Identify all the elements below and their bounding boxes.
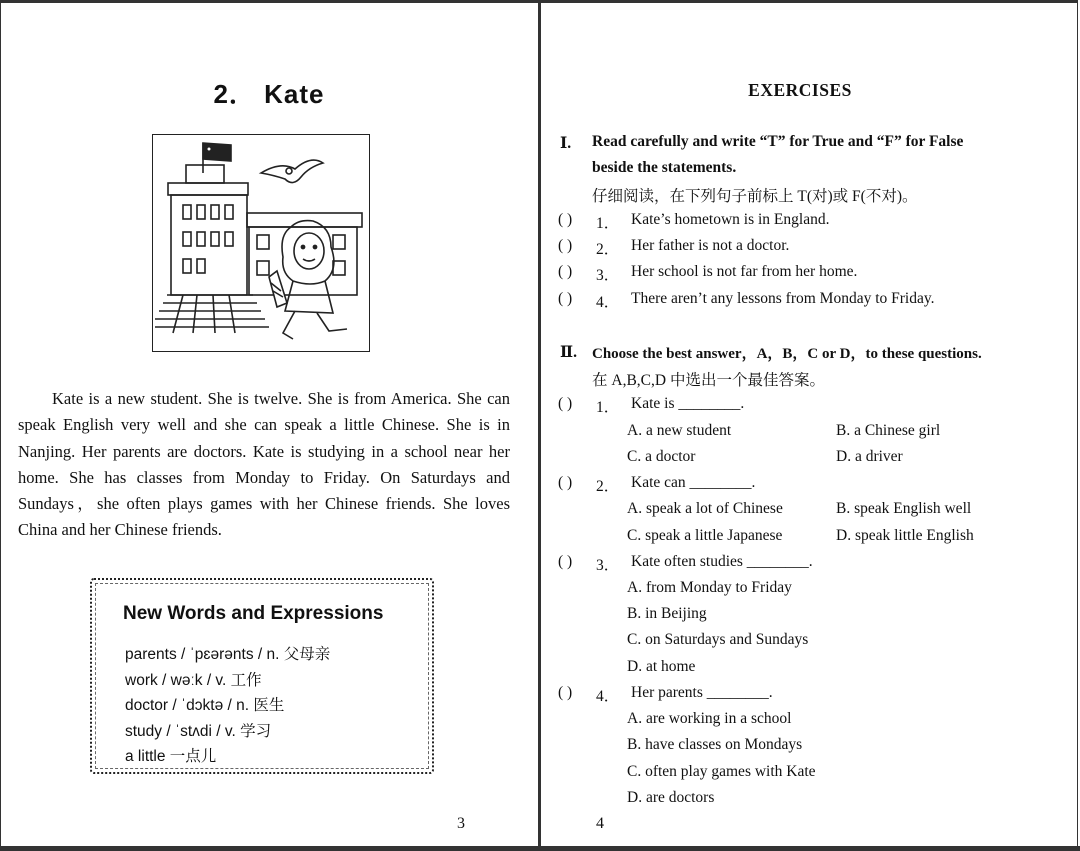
question-stem: Kate can ________. (631, 474, 756, 491)
option: D. speak little English (836, 527, 974, 544)
question-stem: Her parents ________. (631, 684, 773, 701)
item-number: 3． (596, 267, 620, 284)
option: D. are doctors (627, 789, 715, 806)
answer-blank[interactable]: ( ) (558, 263, 573, 280)
exercises-title: EXERCISES (748, 80, 852, 100)
section1-instruction-cn: 仔细阅读，在下列句子前标上 T(对)或 F(不对)。 (592, 188, 918, 205)
page-number-left: 3 (457, 815, 465, 832)
vocab-item: work / wəːk / v. 工作 (125, 671, 262, 689)
vocab-title: New Words and Expressions (123, 603, 384, 624)
option: B. a Chinese girl (836, 422, 941, 439)
section2-numeral: Ⅱ. (560, 344, 577, 361)
vocab-item: a little 一点儿 (125, 748, 217, 765)
school-girl-drawing (153, 135, 368, 350)
vocab-box (90, 578, 434, 774)
option: D. at home (627, 658, 696, 675)
page-divider (538, 0, 541, 851)
section1-numeral: Ⅰ. (560, 135, 572, 152)
answer-blank[interactable]: ( ) (558, 474, 573, 491)
item-number: 2． (596, 478, 620, 495)
vocab-item: study / ˈstʌdi / v. 学习 (125, 722, 272, 740)
section2-instruction: Choose the best answer，A，B，C or D，to these questions. (592, 346, 982, 362)
answer-blank[interactable]: ( ) (558, 237, 573, 254)
answer-blank[interactable]: ( ) (558, 395, 573, 412)
tf-statement: Her school is not far from her home. (631, 263, 858, 280)
option: C. speak a little Japanese (627, 527, 783, 544)
page-number-right: 4 (596, 815, 604, 832)
option: B. have classes on Mondays (627, 736, 803, 753)
tf-statement: Her father is not a doctor. (631, 237, 790, 254)
option: B. in Beijing (627, 605, 707, 622)
option: B. speak English well (836, 500, 972, 517)
item-number: 4． (596, 294, 620, 311)
story-paragraph: Kate is a new student. She is twelve. She is from America. She can speak English very well and she can speak a little Chinese. She is in Nanjing. Her parents are doctors. Kate is studying in a school near her home. She has classes from Monday to Friday. On Saturdays and Sundays，she often plays games with her Chinese friends. She loves China and her Chinese friends. (18, 389, 510, 540)
lesson-illustration (152, 134, 370, 352)
option: D. a driver (836, 448, 903, 465)
section1-instruction-line1: Read carefully and write “T” for True and “F” for False (592, 133, 964, 150)
option: A. a new student (627, 422, 732, 439)
item-number: 1． (596, 215, 620, 232)
answer-blank[interactable]: ( ) (558, 684, 573, 701)
question-stem: Kate often studies ________. (631, 553, 813, 570)
lesson-title: 2． Kate (213, 79, 325, 109)
tf-statement: There aren’t any lessons from Monday to Friday. (631, 290, 935, 307)
vocab-item: parents / ˈpɛərənts / n. 父母亲 (125, 646, 331, 663)
section1-instruction-line2: beside the statements. (592, 159, 737, 176)
option: A. are working in a school (627, 710, 792, 727)
section2-instruction-cn: 在 A,B,C,D 中选出一个最佳答案。 (592, 372, 825, 389)
item-number: 1． (596, 399, 620, 416)
item-number: 4． (596, 688, 620, 705)
option: C. a doctor (627, 448, 696, 465)
option: A. from Monday to Friday (627, 579, 792, 596)
answer-blank[interactable]: ( ) (558, 553, 573, 570)
story-text (18, 386, 510, 544)
vocab-list (125, 642, 330, 770)
option: C. on Saturdays and Sundays (627, 631, 809, 648)
answer-blank[interactable]: ( ) (558, 290, 573, 307)
bottom-border (0, 846, 1080, 851)
option: A. speak a lot of Chinese (627, 500, 783, 517)
answer-blank[interactable]: ( ) (558, 211, 573, 228)
option: C. often play games with Kate (627, 763, 816, 780)
item-number: 2． (596, 241, 620, 258)
vocab-item: doctor / ˈdɔktə / n. 医生 (125, 697, 285, 714)
item-number: 3． (596, 557, 620, 574)
question-stem: Kate is ________. (631, 395, 745, 412)
tf-statement: Kate’s hometown is in England. (631, 211, 830, 228)
